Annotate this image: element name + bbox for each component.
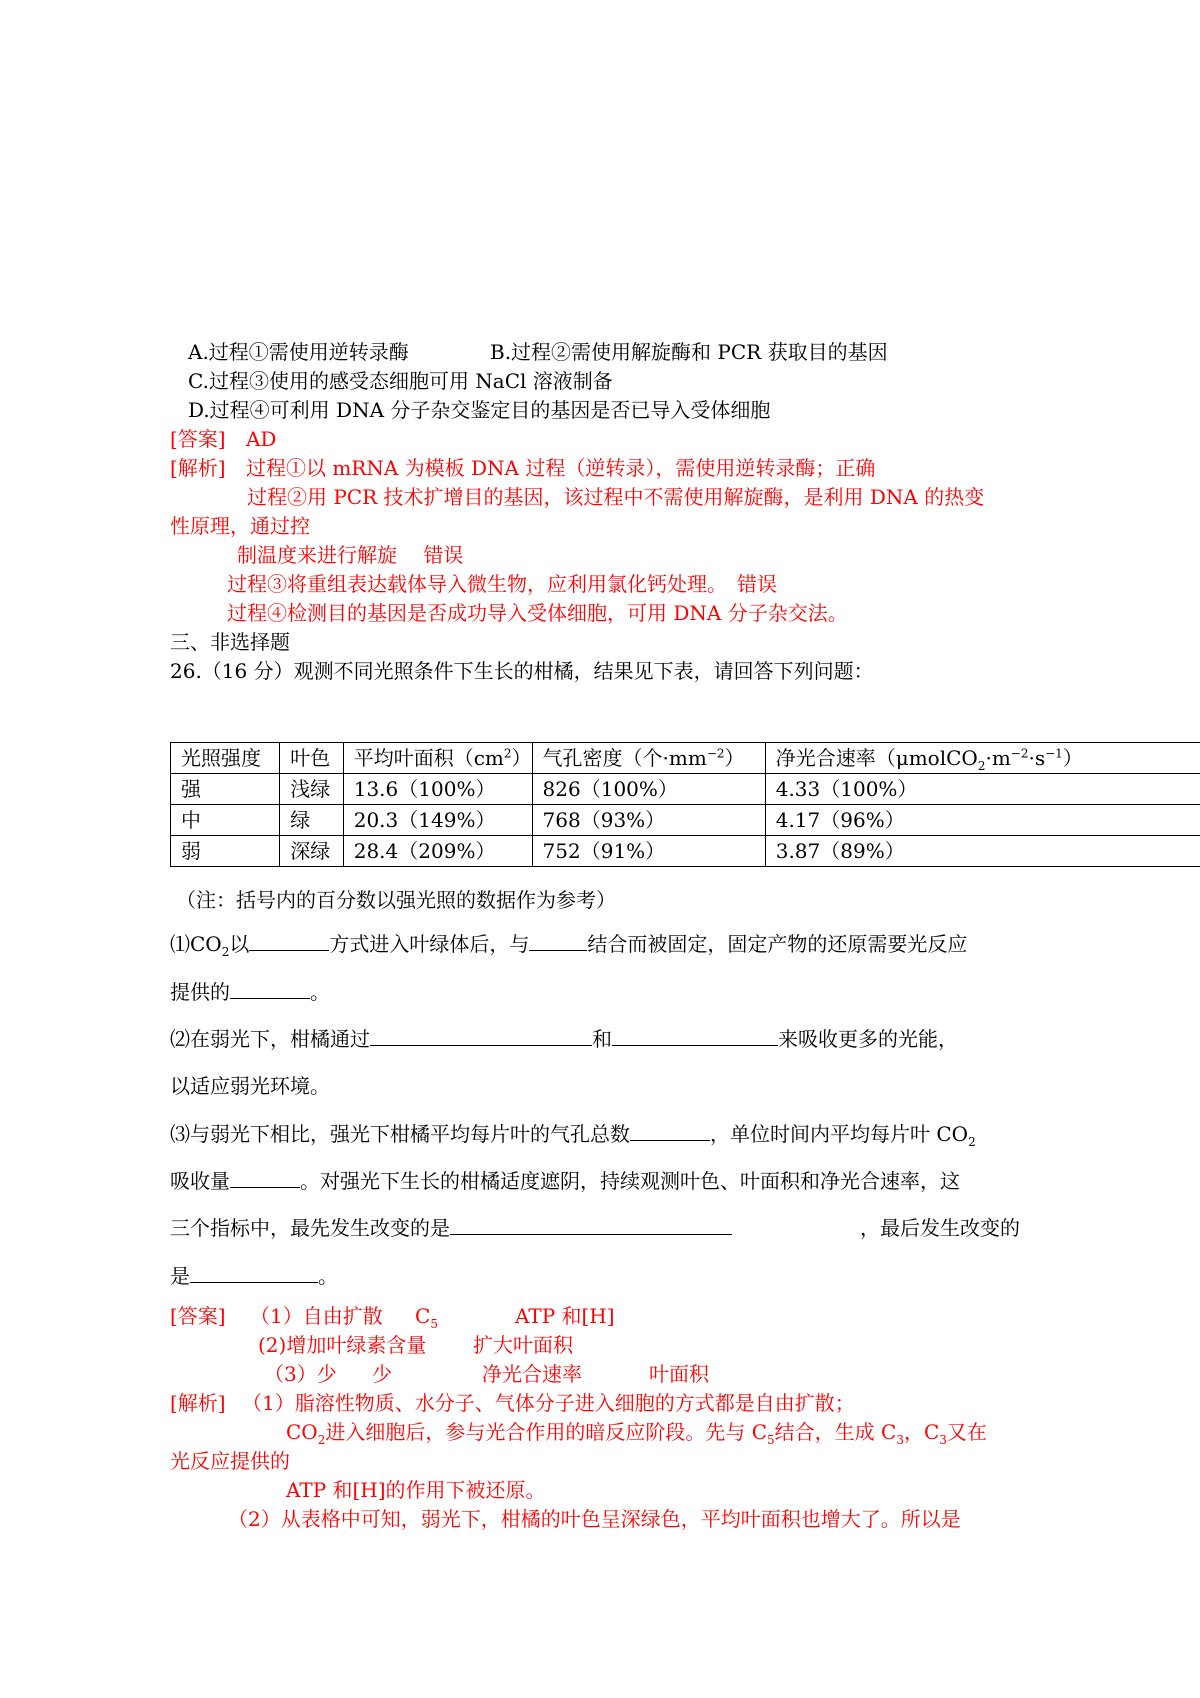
- option-d: D.过程④可利用 DNA 分子杂交鉴定目的基因是否已导入受体细胞: [188, 398, 771, 422]
- analysis-1-line-6: 过程④检测目的基因是否成功导入受体细胞，可用 DNA 分子杂交法。: [227, 601, 848, 625]
- table-row: [171, 805, 1200, 836]
- cell-rate: 4.17（96%）: [765, 805, 1200, 836]
- cell-area: 13.6（100%）: [343, 774, 532, 805]
- option-a: A.过程①需使用逆转录酶: [188, 340, 409, 364]
- answer-value: AD: [245, 427, 277, 451]
- cell-area: 28.4（209%）: [343, 836, 532, 867]
- analysis-26-line-3: 光反应提供的: [170, 1449, 290, 1473]
- question-1-line-2: 提供的 。: [170, 980, 330, 1004]
- answer-blank[interactable]: [230, 1167, 300, 1188]
- question-2-line-2: 以适应弱光环境。: [170, 1074, 330, 1098]
- table-note: （注：括号内的百分数以强光照的数据作为参考）: [176, 888, 616, 912]
- analysis-26-line-2: $CO_2$进入细胞后，参与光合作用的暗反应阶段。先与 $C_5$结合，生成 $C_3$，$C_3$又在: [286, 1420, 987, 1447]
- answer-label: [答案]: [170, 427, 226, 451]
- header-leaf-color: 叶色: [280, 743, 343, 774]
- question-26-intro: 26.（16 分）观测不同光照条件下生长的柑橘，结果见下表，请回答下列问题：: [170, 659, 874, 683]
- table-row: [171, 836, 1200, 867]
- cell-light: 中: [171, 805, 280, 836]
- question-3-line-4: 是 。: [170, 1264, 338, 1288]
- answer-1: [170, 425, 276, 453]
- answer-blank[interactable]: [230, 978, 310, 999]
- analysis-26-line-1: [解析] （1）脂溶性物质、水分子、气体分子进入细胞的方式都是自由扩散；: [170, 1391, 855, 1415]
- analysis-1-line-5: 过程③将重组表达载体导入微生物，应利用氯化钙处理。 错误: [227, 572, 777, 596]
- cell-stomata: 752（91%）: [532, 836, 765, 867]
- cell-stomata: 768（93%）: [532, 805, 765, 836]
- answer-26-line-1: [答案] （1）自由扩散 $C_5$ ATP 和[H]: [170, 1304, 615, 1331]
- cell-light: 强: [171, 774, 280, 805]
- table-header-row: [171, 743, 1200, 774]
- question-3-line-1: ⑶与弱光下相比，强光下柑橘平均每片叶的气孔总数 ，单位时间内平均每片叶 $CO_2$: [170, 1122, 976, 1149]
- cell-color: 浅绿: [280, 774, 343, 805]
- option-b: B.过程②需使用解旋酶和 PCR 获取目的基因: [490, 340, 888, 364]
- section-title: 三、非选择题: [170, 630, 290, 654]
- analysis-1-line-4: 制温度来进行解旋 错误: [237, 543, 464, 567]
- cell-light: 弱: [171, 836, 280, 867]
- data-table: [170, 742, 1200, 867]
- cell-color: 深绿: [280, 836, 343, 867]
- cell-area: 20.3（149%）: [343, 805, 532, 836]
- answer-blank[interactable]: [612, 1025, 778, 1046]
- answer-blank[interactable]: [529, 930, 587, 951]
- question-2-line-1: ⑵在弱光下，柑橘通过 和 来吸收更多的光能，: [170, 1027, 958, 1051]
- cell-rate: 3.87（89%）: [765, 836, 1200, 867]
- table-row: [171, 774, 1200, 805]
- answer-blank[interactable]: [190, 1262, 318, 1283]
- analysis-26-line-5: （2）从表格中可知，弱光下，柑橘的叶色呈深绿色，平均叶面积也增大了。所以是: [228, 1507, 961, 1531]
- analysis-26-line-4: ATP 和[H]的作用下被还原。: [286, 1478, 546, 1502]
- cell-color: 绿: [280, 805, 343, 836]
- answer-26-line-2: (2)增加叶绿素含量 扩大叶面积: [258, 1333, 573, 1357]
- header-stomata: 气孔密度（个$\cdot mm^{-2}$）: [532, 743, 765, 774]
- question-1-line-1: $⑴CO_2$以 方式进入叶绿体后，与 结合而被固定，固定产物的还原需要光反应: [170, 932, 968, 959]
- analysis-1-line-1: [170, 454, 875, 482]
- answer-blank[interactable]: [630, 1120, 710, 1141]
- answer-blank[interactable]: [249, 930, 329, 951]
- answer-26-line-3: （3）少 少 净光合速率 叶面积: [264, 1362, 709, 1386]
- header-rate: 净光合速率$(\mu molCO_2\cdot m^{-2}\cdot s^{-1})$: [765, 743, 1200, 774]
- question-3-line-2: 吸收量 。对强光下生长的柑橘适度遮阴，持续观测叶色、叶面积和净光合速率，这: [170, 1169, 960, 1193]
- analysis-label: [解析]: [170, 456, 226, 480]
- question-3-line-3: 三个指标中，最先发生改变的是 ，最后发生改变的: [170, 1216, 1020, 1240]
- answer-blank[interactable]: [370, 1025, 592, 1046]
- header-light: 光照强度: [171, 743, 280, 774]
- option-c: C.过程③使用的感受态细胞可用 NaCl 溶液制备: [188, 369, 613, 393]
- answer-blank[interactable]: [450, 1214, 732, 1235]
- cell-rate: 4.33（100%）: [765, 774, 1200, 805]
- analysis-1-line-2: 过程②用 PCR 技术扩增目的基因，该过程中不需使用解旋酶，是利用 DNA 的热变: [247, 485, 985, 509]
- analysis-text: 过程①以 mRNA 为模板 DNA 过程（逆转录），需使用逆转录酶；正确: [245, 456, 876, 480]
- analysis-1-line-3: 性原理，通过控: [170, 514, 310, 538]
- cell-stomata: 826（100%）: [532, 774, 765, 805]
- header-area: 平均叶面积$(cm^2)$: [343, 743, 532, 774]
